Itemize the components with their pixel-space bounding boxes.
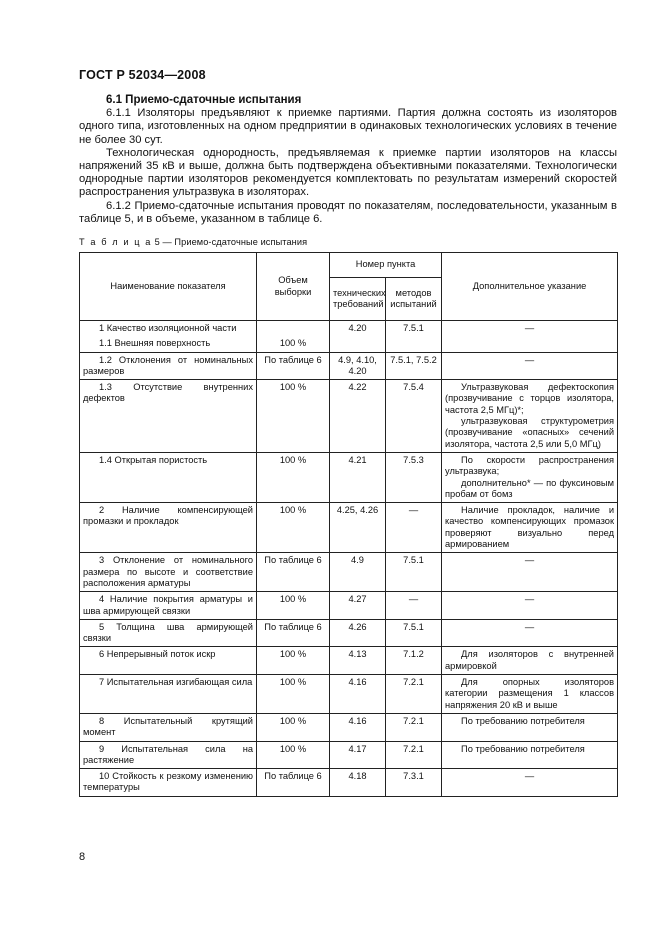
cell-test-method-text: 7.5.4	[403, 382, 424, 393]
cell-sample-text: По таблице 6	[264, 621, 322, 632]
cell-tech-req	[330, 336, 386, 352]
cell-name-text: 1.1 Внешняя поверхность	[99, 338, 211, 349]
cell-tech-req-text: 4.9	[351, 555, 364, 566]
cell-note	[442, 503, 618, 553]
cell-test-method	[386, 336, 442, 352]
cell-sample-text: 100 %	[279, 382, 307, 393]
cell-note-text: Ультразвуковая дефектоскопия (прозвучивание с торцов изолятора, частота 2,5 МГц)*;	[445, 382, 615, 415]
cell-sample-text: По таблице 6	[264, 354, 322, 365]
cell-tech-req	[330, 769, 386, 797]
cell-tech-req-text: 4.27	[348, 594, 367, 605]
paragraph-6-1-1: 6.1.1 Изоляторы предъявляют к приемке партиями. Партия должна состоять из изоляторов одного типа, изготовленных на одном предприятии в одинаковых технологических условиях в течение не более 30 сут.	[79, 107, 617, 146]
cell-note-text: —	[524, 771, 535, 782]
cell-name	[80, 619, 257, 647]
cell-note-text: По скорости распространения ультразвука;	[445, 454, 615, 477]
cell-note	[442, 675, 618, 714]
cell-sample-text: 100 %	[279, 338, 307, 349]
cell-note-extra: дополнительно* — по фуксиновым пробам от бомз	[445, 477, 615, 499]
cell-tech-req-text: 4.13	[348, 649, 367, 660]
header-tech-req: технических требований	[330, 278, 386, 321]
cell-note-extra: ультразвуковая структурометрия (прозвучивание «опасных» сечений изолятора, частота 2,5 или 5,0 МГц)	[445, 416, 615, 449]
cell-name	[80, 336, 257, 352]
cell-test-method	[386, 352, 442, 380]
cell-tech-req-text: 4.25, 4.26	[336, 505, 379, 516]
cell-note	[442, 336, 618, 352]
cell-sample-text: 100 %	[279, 649, 307, 660]
cell-name-text: 7 Испытательная изгибающая сила	[99, 677, 253, 688]
acceptance-tests-table	[79, 252, 618, 797]
document-header: ГОСТ Р 52034—2008	[79, 68, 206, 82]
table-row	[80, 647, 618, 675]
cell-tech-req-text: 4.22	[348, 382, 367, 393]
cell-test-method-text: 7.5.1	[403, 323, 424, 333]
cell-tech-req-text: 4.17	[348, 743, 367, 754]
header-item-number: Номер пункта	[330, 253, 442, 278]
cell-tech-req	[330, 503, 386, 553]
cell-name-text: 5 Толщина шва армирующей связки	[83, 621, 253, 644]
cell-test-method	[386, 769, 442, 797]
cell-test-method	[386, 619, 442, 647]
cell-sample-text: По таблице 6	[264, 555, 322, 566]
cell-note-text: —	[524, 323, 535, 333]
cell-tech-req	[330, 321, 386, 337]
cell-name	[80, 647, 257, 675]
cell-name-text: 1.2 Отклонения от номинальных размеров	[83, 354, 253, 376]
section-6-1	[79, 94, 617, 226]
header-test-methods: методов испытаний	[386, 278, 442, 321]
cell-note-text: —	[524, 555, 535, 566]
cell-sample	[257, 592, 330, 620]
cell-sample	[257, 769, 330, 797]
table-row	[80, 452, 618, 502]
cell-name	[80, 352, 257, 380]
table-caption	[79, 237, 307, 247]
cell-note-text: —	[524, 621, 535, 632]
cell-test-method	[386, 553, 442, 592]
table-row	[80, 675, 618, 714]
cell-sample-text: 100 %	[279, 505, 307, 516]
cell-tech-req	[330, 592, 386, 620]
cell-tech-req	[330, 352, 386, 380]
cell-name	[80, 592, 257, 620]
table-row	[80, 619, 618, 647]
cell-test-method	[386, 675, 442, 714]
header-sample: Объем выборки	[257, 253, 330, 321]
cell-name-text: 8 Испытательный крутящий момент	[83, 715, 253, 738]
cell-tech-req	[330, 647, 386, 675]
paragraph-6-1-2: 6.1.2 Приемо-сдаточные испытания проводят по показателям, последовательности, указанным в таблице 5, и в объеме, указанном в таблице 6.	[79, 199, 617, 225]
cell-test-method	[386, 647, 442, 675]
cell-tech-req	[330, 452, 386, 502]
cell-note-text: По требованию потребителя	[461, 715, 585, 726]
cell-note-text: По требованию потребителя	[461, 743, 585, 754]
header-name: Наименование показателя	[80, 253, 257, 321]
cell-sample	[257, 647, 330, 675]
cell-name	[80, 553, 257, 592]
cell-name-text: 10 Стойкость к резкому изменению температуры	[83, 771, 253, 793]
cell-note	[442, 619, 618, 647]
cell-test-method	[386, 452, 442, 502]
table-row	[80, 592, 618, 620]
cell-note	[442, 380, 618, 453]
page-number: 8	[79, 851, 86, 863]
cell-sample	[257, 380, 330, 453]
cell-tech-req	[330, 619, 386, 647]
cell-note-text: —	[524, 594, 535, 605]
cell-sample-text: 100 %	[279, 594, 307, 605]
cell-note	[442, 741, 618, 769]
table-row	[80, 769, 618, 797]
cell-name-text: 9 Испытательная сила на растяжение	[83, 743, 253, 765]
cell-sample	[257, 675, 330, 714]
cell-note	[442, 452, 618, 502]
table-row	[80, 741, 618, 769]
cell-tech-req-text: 4.16	[348, 715, 367, 726]
cell-sample-text: 100 %	[279, 743, 307, 754]
cell-name-text: 2 Наличие компенсирующей промазки и прокладок	[83, 505, 253, 527]
cell-name	[80, 503, 257, 553]
section-title: 6.1 Приемо-сдаточные испытания	[106, 94, 302, 106]
cell-sample	[257, 336, 330, 352]
cell-tech-req-text: 4.16	[348, 677, 367, 688]
cell-sample	[257, 321, 330, 337]
cell-test-method	[386, 741, 442, 769]
cell-tech-req	[330, 553, 386, 592]
cell-name	[80, 321, 257, 337]
cell-test-method-text: 7.2.1	[403, 715, 424, 726]
cell-tech-req-text: 4.18	[348, 771, 367, 782]
cell-note-text: Для опорных изоляторов категории размещения 1 классов напряжения 20 кВ и выше	[445, 677, 615, 710]
cell-note	[442, 321, 618, 337]
cell-note	[442, 592, 618, 620]
header-note: Дополнительное указание	[442, 253, 618, 321]
cell-name-text: 1.4 Открытая пористость	[99, 454, 208, 465]
cell-test-method	[386, 713, 442, 741]
cell-name	[80, 769, 257, 797]
cell-test-method-text: 7.5.1	[403, 621, 424, 632]
cell-note	[442, 769, 618, 797]
cell-tech-req	[330, 713, 386, 741]
cell-test-method-text: 7.1.2	[403, 649, 424, 660]
cell-name-text: 1.3 Отсутствие внутренних дефектов	[83, 382, 253, 404]
table-row	[80, 553, 618, 592]
cell-test-method-text: 7.5.3	[403, 454, 424, 465]
cell-sample-text: По таблице 6	[264, 771, 322, 782]
cell-note	[442, 647, 618, 675]
cell-test-method-text: 7.2.1	[403, 677, 424, 688]
cell-note	[442, 553, 618, 592]
cell-sample	[257, 741, 330, 769]
cell-tech-req	[330, 380, 386, 453]
cell-test-method	[386, 592, 442, 620]
cell-tech-req	[330, 741, 386, 769]
table-row	[80, 336, 618, 352]
cell-test-method-text: —	[408, 594, 419, 605]
cell-sample	[257, 352, 330, 380]
cell-test-method-text: —	[408, 505, 419, 516]
cell-sample	[257, 452, 330, 502]
cell-sample	[257, 503, 330, 553]
cell-sample-text: 100 %	[279, 677, 307, 688]
cell-note	[442, 713, 618, 741]
cell-note	[442, 352, 618, 380]
cell-sample	[257, 619, 330, 647]
cell-name	[80, 380, 257, 453]
cell-tech-req-text: 4.26	[348, 621, 367, 632]
cell-test-method	[386, 380, 442, 453]
cell-tech-req-text: 4.21	[348, 454, 367, 465]
cell-test-method	[386, 503, 442, 553]
table-row	[80, 352, 618, 380]
paragraph-homogeneity: Технологическая однородность, предъявляемая к приемке партии изоляторов на классы напряжений 35 кВ и выше, должна быть подтверждена объективными показателями. Технологически однородные партии изоляторов рекомендуется комплектовать по результатам измерений скоростей распространения ультразвука в изоляторах.	[79, 146, 617, 199]
cell-sample	[257, 553, 330, 592]
cell-name	[80, 452, 257, 502]
table-caption-text: 5 — Приемо-сдаточные испытания	[151, 237, 308, 247]
table-row	[80, 380, 618, 453]
cell-name	[80, 713, 257, 741]
cell-name-text: 1 Качество изоляционной части	[99, 323, 237, 333]
table-row	[80, 713, 618, 741]
cell-name	[80, 675, 257, 714]
cell-name-text: 3 Отклонение от номинального размера по высоте и соответствие расположения арматуры	[83, 555, 253, 588]
cell-test-method-text: 7.5.1	[403, 555, 424, 566]
cell-sample	[257, 713, 330, 741]
cell-name-text: 6 Непрерывный поток искр	[99, 649, 216, 660]
cell-sample-text: 100 %	[279, 715, 307, 726]
table-row	[80, 503, 618, 553]
cell-note-text: Для изоляторов с внутренней армировкой	[445, 649, 615, 671]
cell-test-method-text: 7.2.1	[403, 743, 424, 754]
cell-tech-req	[330, 675, 386, 714]
cell-sample-text: 100 %	[279, 454, 307, 465]
cell-name-text: 4 Наличие покрытия арматуры и шва армирующей связки	[83, 594, 253, 616]
table-row	[80, 321, 618, 337]
cell-name	[80, 741, 257, 769]
cell-test-method-text: 7.3.1	[403, 771, 424, 782]
cell-test-method-text: 7.5.1, 7.5.2	[390, 354, 437, 365]
cell-note-text: Наличие прокладок, наличие и качество компенсирующих промазок проверяют визуально перед армированием	[445, 505, 615, 550]
cell-note-text: —	[524, 354, 535, 365]
cell-tech-req-text: 4.20	[348, 323, 367, 333]
table-caption-prefix: Т а б л и ц а	[79, 237, 152, 247]
cell-test-method	[386, 321, 442, 337]
cell-tech-req-text: 4.9, 4.10, 4.20	[338, 354, 377, 376]
